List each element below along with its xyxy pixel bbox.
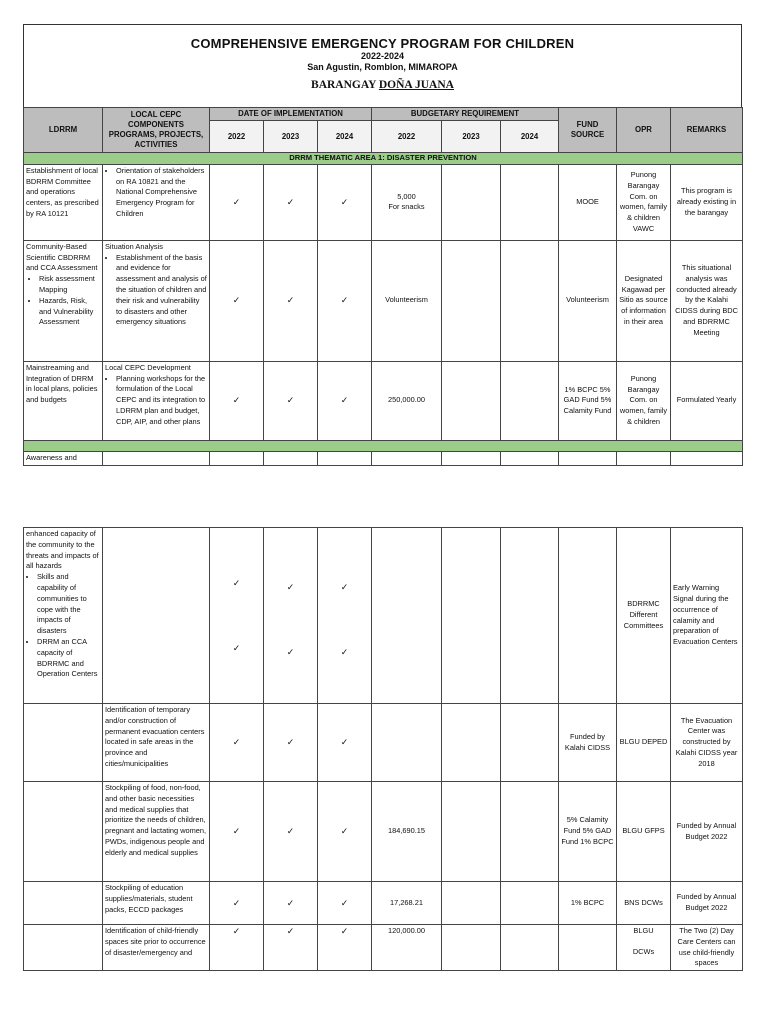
col-opr: OPR [617,108,671,153]
ldrrm-cell [24,882,103,925]
list-item: • Orientation of stakeholders on RA 10821 and the National Comprehensive Emergency Program for Children [116,166,207,220]
list-item: • Hazards, Risk, and Vulnerability Assessment [39,296,100,328]
ldrrm-cell [24,528,103,704]
opr-cell: BLGU DEPED [617,704,671,782]
col-year-2023: 2023 [264,121,318,153]
check-mark: ✓ [286,646,295,657]
remarks-cell: Funded by Annual Budget 2022 [671,882,743,925]
col-year-2022: 2022 [210,121,264,153]
ldrrm-heading: enhanced capacity of the community to the threats and impacts of all hazards [26,529,99,571]
check-mark: ✓ [210,361,264,440]
fund-cell: Volunteerism [559,240,617,361]
check-mark: ✓ [264,925,318,971]
col-budget-2022: 2022 [372,121,442,153]
fund-cell: MOOE [559,164,617,240]
budget-cell-2024 [501,361,559,440]
remarks-cell: This program is already existing in the barangay [671,164,743,240]
col-ldrrm: LDRRM [24,108,103,153]
budget-cell-2024 [501,240,559,361]
check-mark: ✓ [264,240,318,361]
check-mark: ✓ [210,704,264,782]
table-row [24,240,743,361]
list-item: • Establishment of the basis and evidence for assessment and analysis of the situation of children and their risk and vulnerability to disasters and other emergency situations [116,253,207,329]
budget-cell-2023 [442,528,501,704]
budget-cell [372,528,442,704]
check-mark: ✓ [210,240,264,361]
budget-cell-2024 [501,164,559,240]
cepc-table [23,107,743,466]
cepc-heading: Situation Analysis [105,241,163,251]
list-item: • Skills and capability of communities to cope with the impacts of disasters [37,572,100,637]
thematic-area-1: DRRM THEMATIC AREA 1: DISASTER PREVENTION [24,153,743,165]
remarks-cell: Funded by Annual Budget 2022 [671,782,743,882]
budget-cell: 250,000.00 [372,361,442,440]
col-date-impl: DATE OF IMPLEMENTATION [210,108,372,121]
budget-cell: Volunteerism [372,240,442,361]
cepc-cell: Stockpiling of education supplies/materials, student packs, ECCD packages [103,882,210,925]
barangay-label: BARANGAY [311,79,379,91]
opr-cell: Punong Barangay Com. on women, family & children VAWC [617,164,671,240]
check-mark: ✓ [210,925,264,971]
col-cepc: LOCAL CEPC COMPONENTS PROGRAMS, PROJECTS, ACTIVITIES [103,108,210,153]
check-mark: ✓ [286,581,295,592]
table-row [24,882,743,925]
budget-cell-2024 [501,782,559,882]
check-mark: ✓ [318,925,372,971]
remarks-cell: Formulated Yearly [671,361,743,440]
table-row [24,925,743,971]
ldrrm-heading: Community-Based Scientific CBDRRM and CCA Assessment [26,241,98,273]
opr-cell: Punong Barangay Com. on women, family & children [617,361,671,440]
budget-cell-2023 [442,164,501,240]
thematic-area-divider [24,440,743,451]
budget-cell-2023 [442,361,501,440]
col-remarks: REMARKS [671,108,743,153]
cepc-cell [103,164,210,240]
fund-cell [559,528,617,704]
check-mark: ✓ [232,577,241,588]
check-mark: ✓ [340,581,349,592]
cepc-cell [103,361,210,440]
check-mark: ✓ [210,782,264,882]
budget-cell-2023 [442,240,501,361]
opr-line: DCWs [632,946,655,956]
ldrrm-cell [24,704,103,782]
budget-cell-2023 [442,782,501,882]
budget-cell-2023 [442,704,501,782]
opr-cell: BDRRMC Different Committees [617,528,671,704]
budget-amount: 5,000 [397,191,416,201]
budget-cell-2024 [501,882,559,925]
col-budget-2023: 2023 [442,121,501,153]
ldrrm-cell: Mainstreaming and Integration of DRRM in local plans, policies and budgets [24,361,103,440]
col-budget: BUDGETARY REQUIREMENT [372,108,559,121]
table-row [24,361,743,440]
col-budget-2024: 2024 [501,121,559,153]
budget-cell-2023 [442,925,501,971]
check-mark: ✓ [318,164,372,240]
check-mark: ✓ [264,882,318,925]
check-mark: ✓ [264,361,318,440]
document-location: San Agustin, Romblon, MIMAROPA [307,62,458,72]
table-row [24,782,743,882]
check-mark: ✓ [210,882,264,925]
ldrrm-cell [24,240,103,361]
remarks-cell: The Evacuation Center was constructed by Kalahi CIDSS year 2018 [671,704,743,782]
col-fund: FUND SOURCE [559,108,617,153]
ldrrm-cell: Awareness and [24,451,103,465]
budget-note: For snacks [388,202,425,212]
opr-cell: Designated Kagawad per Sitio as source of information in their area [617,240,671,361]
list-item: • Planning workshops for the formulation of the Local CEPC and its integration to LDRRM plan and budget, CDP, AIP, and other plans [116,374,207,428]
document-header [23,24,742,107]
cepc-cell: Identification of temporary and/or construction of permanent evacuation centers located in safe areas in the province and cities/municipalities [103,704,210,782]
document-page-2 [23,527,742,971]
budget-cell: 120,000.00 [372,925,442,971]
check-mark: ✓ [264,164,318,240]
check-mark: ✓ [318,240,372,361]
check-mark: ✓ [264,704,318,782]
fund-cell: Funded by Kalahi CIDSS [559,704,617,782]
budget-cell [372,704,442,782]
remarks-cell: The Two (2) Day Care Centers can use child-friendly spaces [671,925,743,971]
document-years: 2022-2024 [360,51,405,61]
fund-cell: 1% BCPC [559,882,617,925]
document-page-1 [23,24,742,466]
col-year-2024: 2024 [318,121,372,153]
remarks-cell: Early Warning Signal during the occurrence of calamity and preparation of Evacuation Centers [671,528,743,704]
budget-cell: 17,268.21 [372,882,442,925]
remarks-cell: This situational analysis was conducted already by the Kalahi CIDSS during BDC and BDRRMC Meeting [671,240,743,361]
check-mark: ✓ [318,361,372,440]
cepc-cell [103,528,210,704]
budget-cell [372,164,442,240]
cepc-cell: Identification of child-friendly spaces site prior to occurrence of disaster/emergency and [103,925,210,971]
check-mark: ✓ [318,782,372,882]
check-mark: ✓ [340,646,349,657]
opr-cell: BLGU GFPS [617,782,671,882]
cepc-cell [103,240,210,361]
budget-cell: 184,690.15 [372,782,442,882]
budget-cell-2024 [501,704,559,782]
check-mark: ✓ [210,164,264,240]
check-cell-2023 [264,528,318,704]
cepc-cell: Stockpiling of food, non-food, and other basic necessities and medical supplies that prioritize the needs of children, pregnant and lactating women, PWDs, indigenous people and elderly and medical supplies [103,782,210,882]
fund-cell: 5% Calamity Fund 5% GAD Fund 1% BCPC [559,782,617,882]
opr-cell [617,925,671,971]
check-cell-2022 [210,528,264,704]
barangay-heading [24,79,741,91]
ldrrm-cell [24,925,103,971]
budget-cell-2024 [501,925,559,971]
cepc-table-continued [23,527,743,971]
cepc-heading: Local CEPC Development [105,362,191,372]
table-row [24,704,743,782]
fund-cell: 1% BCPC 5% GAD Fund 5% Calamity Fund [559,361,617,440]
fund-cell [559,925,617,971]
barangay-name: DOÑA JUANA [378,79,454,91]
check-mark: ✓ [318,882,372,925]
ldrrm-cell [24,782,103,882]
table-row [24,451,743,465]
list-item: • Risk assessment Mapping [39,274,100,296]
document-title: COMPREHENSIVE EMERGENCY PROGRAM FOR CHILDREN [190,36,575,51]
list-item: • DRRM an CCA capacity of BDRRMC and Operation Centers [37,637,100,680]
table-row [24,528,743,704]
check-mark: ✓ [318,704,372,782]
check-cell-2024 [318,528,372,704]
budget-cell-2023 [442,882,501,925]
table-row [24,164,743,240]
opr-line: BLGU [633,926,654,935]
opr-cell: BNS DCWs [617,882,671,925]
check-mark: ✓ [232,642,241,653]
budget-cell-2024 [501,528,559,704]
ldrrm-cell: Establishment of local BDRRM Committee and operations centers, as prescribed by RA 10121 [24,164,103,240]
check-mark: ✓ [264,782,318,882]
